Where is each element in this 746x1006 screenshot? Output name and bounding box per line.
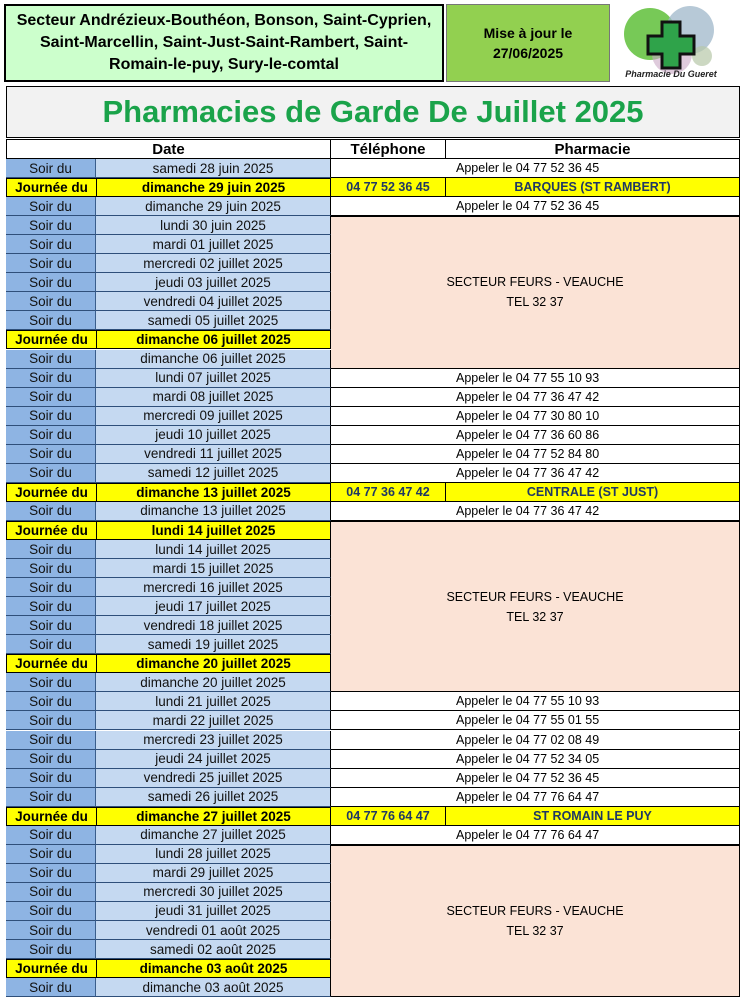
row-label: Soir du	[6, 407, 96, 426]
table-row	[6, 388, 740, 407]
row-label: Soir du	[6, 350, 96, 369]
row-label: Soir du	[6, 616, 96, 635]
row-date: mercredi 09 juillet 2025	[96, 407, 331, 426]
row-date: mardi 29 juillet 2025	[96, 864, 331, 883]
row-date: mardi 15 juillet 2025	[96, 559, 331, 578]
row-date: samedi 02 août 2025	[96, 940, 331, 959]
row-date: samedi 12 juillet 2025	[96, 464, 331, 483]
row-pharmacy: Appeler le 04 77 52 36 45	[331, 159, 740, 178]
row-date: mardi 08 juillet 2025	[96, 388, 331, 407]
sector-phone: TEL 32 37	[506, 295, 564, 310]
row-date: vendredi 01 août 2025	[96, 921, 331, 940]
row-date: lundi 30 juin 2025	[96, 216, 331, 235]
row-date: jeudi 10 juillet 2025	[96, 426, 331, 445]
row-date: jeudi 31 juillet 2025	[96, 902, 331, 921]
row-pharmacy: Appeler le 04 77 55 10 93	[331, 369, 740, 388]
row-pharmacy: Appeler le 04 77 76 64 47	[331, 788, 740, 807]
row-date: mercredi 16 juillet 2025	[96, 578, 331, 597]
row-label: Soir du	[6, 254, 96, 273]
logo-caption: Pharmacie Du Gueret	[625, 69, 717, 79]
row-date: lundi 28 juillet 2025	[96, 845, 331, 864]
row-label: Soir du	[6, 578, 96, 597]
row-label: Soir du	[6, 673, 96, 692]
row-label: Soir du	[6, 273, 96, 292]
table-row	[6, 750, 740, 769]
row-phone: 04 77 52 36 45	[331, 178, 446, 197]
row-date: samedi 05 juillet 2025	[96, 311, 331, 330]
row-label: Soir du	[6, 559, 96, 578]
row-pharmacy: Appeler le 04 77 36 47 42	[331, 464, 740, 483]
table-row	[6, 369, 740, 388]
table-row	[6, 769, 740, 788]
pharmacy-logo	[612, 4, 730, 82]
row-label: Journée du	[6, 807, 96, 826]
row-label: Journée du	[6, 521, 96, 540]
row-label: Soir du	[6, 388, 96, 407]
sector-phone: TEL 32 37	[506, 923, 564, 938]
row-pharmacy: Appeler le 04 77 55 01 55	[331, 711, 740, 730]
row-label: Soir du	[6, 292, 96, 311]
column-headers	[6, 139, 740, 159]
row-date: dimanche 20 juillet 2025	[96, 654, 331, 673]
row-label: Soir du	[6, 845, 96, 864]
table-row	[6, 826, 740, 845]
row-date: dimanche 13 juillet 2025	[96, 502, 331, 521]
row-label: Journée du	[6, 654, 96, 673]
row-label: Soir du	[6, 540, 96, 559]
row-date: jeudi 03 juillet 2025	[96, 273, 331, 292]
table-row	[6, 159, 740, 178]
table-row	[6, 788, 740, 807]
row-pharmacy: Appeler le 04 77 02 08 49	[331, 731, 740, 750]
row-label: Soir du	[6, 464, 96, 483]
row-pharmacy: Appeler le 04 77 52 36 45	[331, 197, 740, 216]
sector-feurs-veauche-block	[331, 845, 740, 997]
sector-name: SECTEUR FEURS - VEAUCHE	[446, 275, 624, 290]
header-date: Date	[6, 139, 331, 159]
row-label: Soir du	[6, 826, 96, 845]
row-label: Soir du	[6, 369, 96, 388]
row-date: dimanche 13 juillet 2025	[96, 483, 331, 502]
row-label: Soir du	[6, 635, 96, 654]
update-date: 27/06/2025	[492, 45, 564, 61]
row-date: vendredi 25 juillet 2025	[96, 769, 331, 788]
row-label: Soir du	[6, 597, 96, 616]
sector-list: Secteur Andrézieux-Bouthéon, Bonson, Saint-Cyprien, Saint-Marcellin, Saint-Just-Saint-Rambert, Saint-Romain-le-puy, Sury-le-comtal	[4, 4, 444, 82]
update-notice	[446, 4, 610, 82]
row-pharmacy: Appeler le 04 77 52 36 45	[331, 769, 740, 788]
row-date: jeudi 24 juillet 2025	[96, 750, 331, 769]
row-label: Soir du	[6, 502, 96, 521]
row-label: Soir du	[6, 750, 96, 769]
row-pharmacy: Appeler le 04 77 36 60 86	[331, 426, 740, 445]
row-date: mardi 01 juillet 2025	[96, 235, 331, 254]
row-date: dimanche 29 juin 2025	[96, 178, 331, 197]
header-telephone: Téléphone	[331, 139, 446, 159]
row-label: Soir du	[6, 769, 96, 788]
row-pharmacy: BARQUES (ST RAMBERT)	[446, 178, 740, 197]
row-date: vendredi 18 juillet 2025	[96, 616, 331, 635]
row-date: dimanche 06 juillet 2025	[96, 330, 331, 349]
row-date: dimanche 03 août 2025	[96, 959, 331, 978]
row-phone: 04 77 76 64 47	[331, 807, 446, 826]
row-label: Journée du	[6, 330, 96, 349]
row-label: Soir du	[6, 426, 96, 445]
row-label: Soir du	[6, 197, 96, 216]
page-title: Pharmacies de Garde De Juillet 2025	[6, 86, 740, 138]
sector-name: SECTEUR FEURS - VEAUCHE	[446, 903, 624, 918]
table-row	[6, 692, 740, 711]
row-pharmacy: CENTRALE (ST JUST)	[446, 483, 740, 502]
row-date: lundi 07 juillet 2025	[96, 369, 331, 388]
sector-feurs-veauche-block	[331, 521, 740, 692]
row-pharmacy: Appeler le 04 77 52 34 05	[331, 750, 740, 769]
row-pharmacy: Appeler le 04 77 55 10 93	[331, 692, 740, 711]
row-date: mercredi 30 juillet 2025	[96, 883, 331, 902]
row-date: dimanche 27 juillet 2025	[96, 807, 331, 826]
row-date: mercredi 23 juillet 2025	[96, 731, 331, 750]
sector-feurs-veauche-block	[331, 216, 740, 368]
table-row	[6, 178, 740, 197]
table-row	[6, 407, 740, 426]
update-label: Mise à jour le	[483, 25, 573, 41]
row-date: lundi 14 juillet 2025	[96, 540, 331, 559]
table-row	[6, 445, 740, 464]
row-pharmacy: ST ROMAIN LE PUY	[446, 807, 740, 826]
row-label: Journée du	[6, 483, 96, 502]
row-date: mercredi 02 juillet 2025	[96, 254, 331, 273]
sector-phone: TEL 32 37	[506, 609, 564, 624]
table-row	[6, 483, 740, 502]
row-date: dimanche 20 juillet 2025	[96, 673, 331, 692]
row-phone: 04 77 36 47 42	[331, 483, 446, 502]
row-label: Soir du	[6, 731, 96, 750]
table-row	[6, 711, 740, 730]
row-label: Soir du	[6, 159, 96, 178]
row-label: Soir du	[6, 445, 96, 464]
row-date: dimanche 29 juin 2025	[96, 197, 331, 216]
table-row	[6, 502, 740, 521]
row-date: lundi 14 juillet 2025	[96, 521, 331, 540]
row-date: mardi 22 juillet 2025	[96, 711, 331, 730]
row-label: Soir du	[6, 311, 96, 330]
row-pharmacy: Appeler le 04 77 36 47 42	[331, 388, 740, 407]
table-row	[6, 426, 740, 445]
row-date: samedi 28 juin 2025	[96, 159, 331, 178]
row-date: lundi 21 juillet 2025	[96, 692, 331, 711]
table-row	[6, 731, 740, 750]
row-label: Soir du	[6, 788, 96, 807]
row-label: Journée du	[6, 178, 96, 197]
row-date: samedi 19 juillet 2025	[96, 635, 331, 654]
row-date: vendredi 04 juillet 2025	[96, 292, 331, 311]
row-date: vendredi 11 juillet 2025	[96, 445, 331, 464]
row-label: Soir du	[6, 216, 96, 235]
row-pharmacy: Appeler le 04 77 76 64 47	[331, 826, 740, 845]
row-label: Soir du	[6, 692, 96, 711]
row-label: Soir du	[6, 940, 96, 959]
row-label: Soir du	[6, 883, 96, 902]
table-row	[6, 464, 740, 483]
table-row	[6, 807, 740, 826]
header-pharmacie: Pharmacie	[446, 139, 740, 159]
sector-name: SECTEUR FEURS - VEAUCHE	[446, 589, 624, 604]
row-date: dimanche 03 août 2025	[96, 978, 331, 997]
row-pharmacy: Appeler le 04 77 52 84 80	[331, 445, 740, 464]
row-date: samedi 26 juillet 2025	[96, 788, 331, 807]
row-date: jeudi 17 juillet 2025	[96, 597, 331, 616]
row-pharmacy: Appeler le 04 77 36 47 42	[331, 502, 740, 521]
row-label: Soir du	[6, 902, 96, 921]
row-label: Soir du	[6, 711, 96, 730]
row-pharmacy: Appeler le 04 77 30 80 10	[331, 407, 740, 426]
row-label: Soir du	[6, 235, 96, 254]
row-label: Soir du	[6, 864, 96, 883]
row-label: Soir du	[6, 978, 96, 997]
table-row	[6, 197, 740, 216]
row-label: Soir du	[6, 921, 96, 940]
row-date: dimanche 06 juillet 2025	[96, 350, 331, 369]
row-date: dimanche 27 juillet 2025	[96, 826, 331, 845]
row-label: Journée du	[6, 959, 96, 978]
page-header	[0, 0, 746, 84]
